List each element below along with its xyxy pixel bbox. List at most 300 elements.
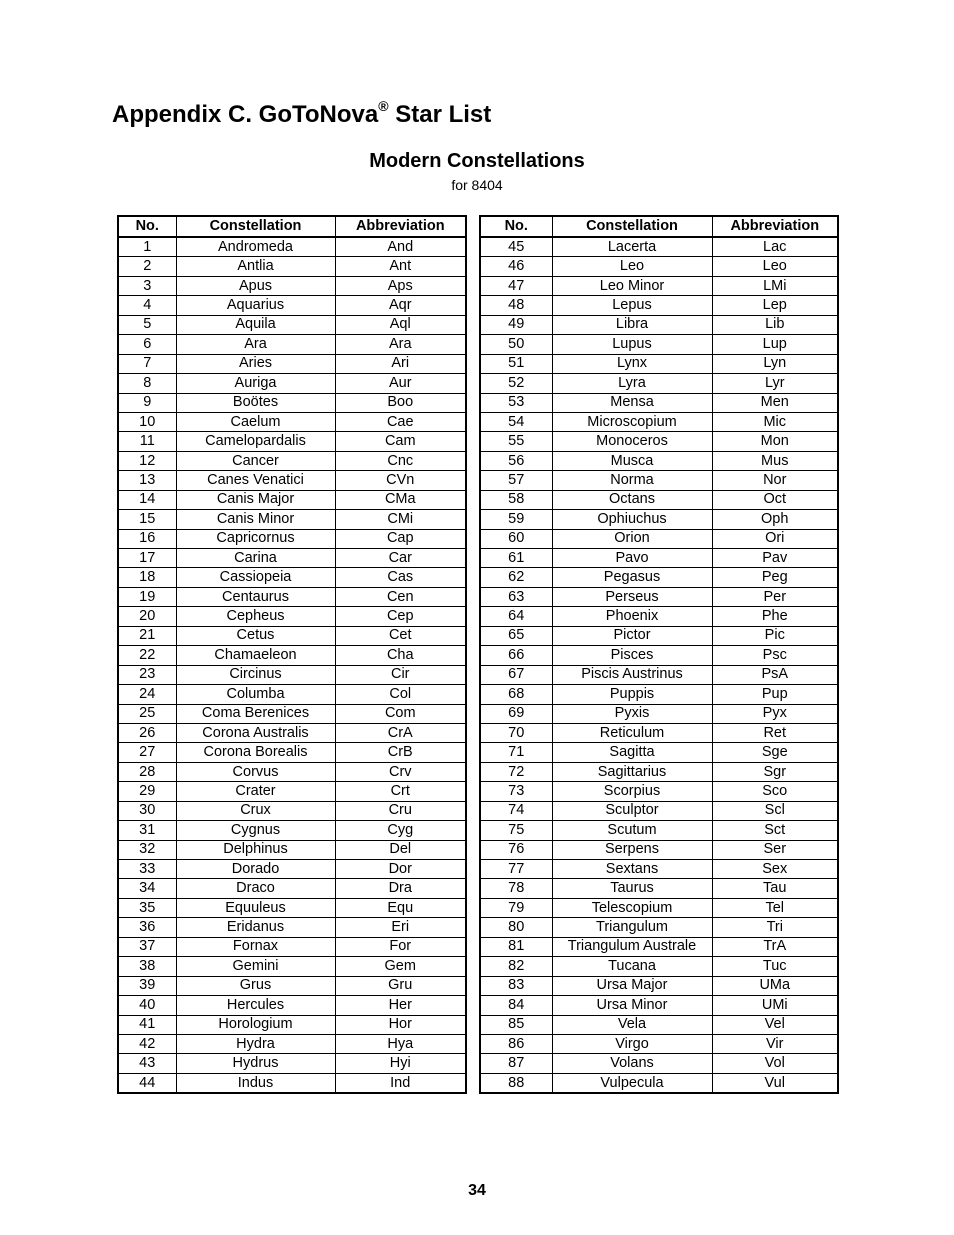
cell-number: 22 [118,646,176,665]
cell-abbreviation: Peg [712,568,838,587]
cell-abbreviation: LMi [712,276,838,295]
table-row [118,626,466,645]
table-row [118,1054,466,1073]
table-row [480,296,838,315]
cell-number: 6 [118,335,176,354]
cell-number: 32 [118,840,176,859]
cell-abbreviation: Mon [712,432,838,451]
table-row [118,257,466,276]
cell-abbreviation: Pup [712,685,838,704]
cell-abbreviation: Com [335,704,466,723]
cell-number: 4 [118,296,176,315]
table-row [118,1015,466,1034]
table-row [480,626,838,645]
cell-abbreviation: Crv [335,762,466,781]
table-row [480,801,838,820]
table-row [118,529,466,548]
table-row [480,1034,838,1053]
cell-number: 9 [118,393,176,412]
cell-constellation: Coma Berenices [176,704,335,723]
cell-abbreviation: Men [712,393,838,412]
table-row [480,743,838,762]
cell-abbreviation: Hor [335,1015,466,1034]
cell-number: 73 [480,782,552,801]
cell-abbreviation: CrA [335,723,466,742]
cell-constellation: Microscopium [552,412,712,431]
cell-abbreviation: Ari [335,354,466,373]
cell-abbreviation: Hya [335,1034,466,1053]
table-row [118,412,466,431]
cell-abbreviation: Cep [335,607,466,626]
cell-constellation: Scorpius [552,782,712,801]
table-row [480,879,838,898]
cell-number: 52 [480,374,552,393]
registered-mark: ® [378,98,389,114]
cell-abbreviation: And [335,237,466,257]
column-header-abbreviation: Abbreviation [335,216,466,237]
cell-abbreviation: Cnc [335,451,466,470]
cell-constellation: Sculptor [552,801,712,820]
cell-abbreviation: Hyi [335,1054,466,1073]
table-row [480,490,838,509]
cell-abbreviation: Aur [335,374,466,393]
cell-number: 41 [118,1015,176,1034]
cell-abbreviation: TrA [712,937,838,956]
table-row [118,723,466,742]
cell-constellation: Puppis [552,685,712,704]
cell-abbreviation: Aql [335,315,466,334]
table-row [118,801,466,820]
cell-constellation: Chamaeleon [176,646,335,665]
table-row [118,568,466,587]
cell-constellation: Cepheus [176,607,335,626]
cell-number: 24 [118,685,176,704]
cell-constellation: Vela [552,1015,712,1034]
table-row [480,860,838,879]
cell-number: 84 [480,996,552,1015]
cell-constellation: Eridanus [176,918,335,937]
cell-constellation: Musca [552,451,712,470]
table-row [480,762,838,781]
cell-number: 21 [118,626,176,645]
cell-constellation: Cancer [176,451,335,470]
cell-constellation: Lacerta [552,237,712,257]
table-row [118,587,466,606]
table-row [118,879,466,898]
cell-abbreviation: Sge [712,743,838,762]
cell-abbreviation: Cha [335,646,466,665]
table-row [118,685,466,704]
table-row [480,840,838,859]
cell-constellation: Cassiopeia [176,568,335,587]
cell-constellation: Cetus [176,626,335,645]
cell-constellation: Canis Major [176,490,335,509]
cell-abbreviation: Vel [712,1015,838,1034]
table-row [480,549,838,568]
table-row [480,723,838,742]
table-row [480,471,838,490]
cell-number: 79 [480,898,552,917]
cell-abbreviation: Gem [335,957,466,976]
cell-constellation: Triangulum [552,918,712,937]
cell-number: 20 [118,607,176,626]
cell-abbreviation: Cam [335,432,466,451]
cell-abbreviation: Lep [712,296,838,315]
cell-abbreviation: Pic [712,626,838,645]
cell-abbreviation: Ind [335,1073,466,1093]
cell-abbreviation: Sex [712,860,838,879]
cell-constellation: Ursa Minor [552,996,712,1015]
cell-abbreviation: CVn [335,471,466,490]
cell-number: 18 [118,568,176,587]
cell-constellation: Apus [176,276,335,295]
table-row [480,568,838,587]
table-row [118,490,466,509]
page-title-text: Appendix C. GoToNova [112,101,379,128]
cell-constellation: Hercules [176,996,335,1015]
cell-abbreviation: Lyr [712,374,838,393]
cell-number: 3 [118,276,176,295]
cell-abbreviation: Ori [712,529,838,548]
cell-constellation: Corvus [176,762,335,781]
cell-constellation: Sagittarius [552,762,712,781]
cell-constellation: Capricornus [176,529,335,548]
cell-abbreviation: Ser [712,840,838,859]
table-row [118,354,466,373]
cell-abbreviation: Leo [712,257,838,276]
cell-abbreviation: For [335,937,466,956]
table-row [118,374,466,393]
table-row [118,918,466,937]
table-row [480,374,838,393]
table-row [118,957,466,976]
cell-abbreviation: Lac [712,237,838,257]
cell-constellation: Ophiuchus [552,510,712,529]
cell-abbreviation: CrB [335,743,466,762]
cell-constellation: Circinus [176,665,335,684]
cell-number: 7 [118,354,176,373]
table-row [480,529,838,548]
cell-constellation: Leo [552,257,712,276]
cell-constellation: Monoceros [552,432,712,451]
cell-number: 25 [118,704,176,723]
table-row [118,549,466,568]
table-row [480,685,838,704]
cell-number: 70 [480,723,552,742]
cell-abbreviation: Cen [335,587,466,606]
cell-number: 48 [480,296,552,315]
cell-number: 82 [480,957,552,976]
cell-abbreviation: UMa [712,976,838,995]
cell-abbreviation: Vir [712,1034,838,1053]
cell-number: 71 [480,743,552,762]
table-row [480,257,838,276]
table-row [480,315,838,334]
cell-number: 75 [480,821,552,840]
cell-number: 62 [480,568,552,587]
cell-number: 28 [118,762,176,781]
cell-constellation: Aries [176,354,335,373]
cell-constellation: Libra [552,315,712,334]
cell-constellation: Ara [176,335,335,354]
cell-constellation: Columba [176,685,335,704]
cell-constellation: Caelum [176,412,335,431]
cell-abbreviation: Boo [335,393,466,412]
cell-abbreviation: Ant [335,257,466,276]
cell-abbreviation: Car [335,549,466,568]
cell-number: 1 [118,237,176,257]
cell-number: 78 [480,879,552,898]
cell-constellation: Serpens [552,840,712,859]
table-row [118,335,466,354]
cell-number: 36 [118,918,176,937]
cell-number: 83 [480,976,552,995]
cell-constellation: Equuleus [176,898,335,917]
cell-abbreviation: Dor [335,860,466,879]
section-subtitle: for 8404 [451,177,503,193]
cell-constellation: Corona Borealis [176,743,335,762]
table-row [480,957,838,976]
cell-constellation: Lepus [552,296,712,315]
cell-constellation: Norma [552,471,712,490]
cell-number: 50 [480,335,552,354]
cell-abbreviation: Lib [712,315,838,334]
cell-abbreviation: Tuc [712,957,838,976]
cell-number: 37 [118,937,176,956]
cell-constellation: Sextans [552,860,712,879]
cell-number: 57 [480,471,552,490]
cell-abbreviation: Vol [712,1054,838,1073]
cell-abbreviation: Aps [335,276,466,295]
cell-number: 85 [480,1015,552,1034]
cell-number: 55 [480,432,552,451]
table-row [118,704,466,723]
cell-abbreviation: Sct [712,821,838,840]
cell-abbreviation: Nor [712,471,838,490]
constellation-table-left [117,215,467,1094]
cell-abbreviation: Lyn [712,354,838,373]
cell-number: 58 [480,490,552,509]
cell-abbreviation: Lup [712,335,838,354]
cell-constellation: Sagitta [552,743,712,762]
table-row [480,335,838,354]
cell-number: 11 [118,432,176,451]
cell-constellation: Phoenix [552,607,712,626]
cell-abbreviation: Equ [335,898,466,917]
cell-constellation: Aquila [176,315,335,334]
cell-abbreviation: Vul [712,1073,838,1093]
table-row [118,432,466,451]
cell-number: 15 [118,510,176,529]
table-row [480,451,838,470]
cell-number: 8 [118,374,176,393]
constellation-table-right [479,215,839,1094]
cell-constellation: Draco [176,879,335,898]
table-row [118,1034,466,1053]
cell-number: 17 [118,549,176,568]
table-row [480,354,838,373]
table-row [480,237,838,257]
cell-constellation: Piscis Austrinus [552,665,712,684]
cell-abbreviation: Oph [712,510,838,529]
table-row [118,471,466,490]
cell-abbreviation: CMa [335,490,466,509]
cell-number: 63 [480,587,552,606]
cell-number: 12 [118,451,176,470]
table-row [480,996,838,1015]
cell-number: 64 [480,607,552,626]
cell-number: 43 [118,1054,176,1073]
cell-constellation: Triangulum Australe [552,937,712,956]
table-row [118,315,466,334]
cell-constellation: Antlia [176,257,335,276]
cell-constellation: Fornax [176,937,335,956]
section-title: Modern Constellations [369,150,585,172]
table-row [118,607,466,626]
cell-constellation: Auriga [176,374,335,393]
cell-number: 74 [480,801,552,820]
cell-abbreviation: Mic [712,412,838,431]
cell-constellation: Vulpecula [552,1073,712,1093]
cell-constellation: Aquarius [176,296,335,315]
cell-constellation: Perseus [552,587,712,606]
cell-number: 72 [480,762,552,781]
cell-abbreviation: Psc [712,646,838,665]
table-row [480,782,838,801]
table-row [480,821,838,840]
cell-number: 16 [118,529,176,548]
cell-abbreviation: Ret [712,723,838,742]
cell-abbreviation: Gru [335,976,466,995]
cell-abbreviation: Aqr [335,296,466,315]
cell-number: 39 [118,976,176,995]
cell-number: 26 [118,723,176,742]
cell-abbreviation: Ara [335,335,466,354]
cell-abbreviation: Oct [712,490,838,509]
cell-abbreviation: Tau [712,879,838,898]
cell-number: 60 [480,529,552,548]
cell-number: 40 [118,996,176,1015]
table-row [118,276,466,295]
table-row [118,646,466,665]
table-row [118,821,466,840]
cell-abbreviation: Cae [335,412,466,431]
cell-number: 44 [118,1073,176,1093]
cell-number: 53 [480,393,552,412]
cell-number: 35 [118,898,176,917]
cell-abbreviation: Pav [712,549,838,568]
cell-number: 49 [480,315,552,334]
cell-abbreviation: Her [335,996,466,1015]
table-body-right [480,237,838,1093]
cell-abbreviation: PsA [712,665,838,684]
cell-constellation: Boötes [176,393,335,412]
cell-abbreviation: Cet [335,626,466,645]
column-header-constellation: Constellation [552,216,712,237]
table-row [480,918,838,937]
cell-constellation: Scutum [552,821,712,840]
column-header-abbreviation: Abbreviation [712,216,838,237]
cell-abbreviation: Eri [335,918,466,937]
table-row [118,743,466,762]
table-row [480,1015,838,1034]
cell-number: 88 [480,1073,552,1093]
cell-constellation: Pegasus [552,568,712,587]
table-row [480,432,838,451]
cell-abbreviation: Per [712,587,838,606]
cell-constellation: Tucana [552,957,712,976]
table-row [480,607,838,626]
cell-number: 56 [480,451,552,470]
cell-number: 46 [480,257,552,276]
table-row [118,1073,466,1093]
cell-abbreviation: Sgr [712,762,838,781]
cell-abbreviation: Crt [335,782,466,801]
cell-constellation: Volans [552,1054,712,1073]
cell-constellation: Pisces [552,646,712,665]
table-row [480,587,838,606]
column-header-number: No. [480,216,552,237]
cell-constellation: Lyra [552,374,712,393]
table-row [118,782,466,801]
cell-number: 61 [480,549,552,568]
cell-abbreviation: Dra [335,879,466,898]
cell-number: 33 [118,860,176,879]
table-row [480,393,838,412]
table-row [118,296,466,315]
table-row [118,451,466,470]
cell-constellation: Lynx [552,354,712,373]
cell-constellation: Horologium [176,1015,335,1034]
cell-number: 86 [480,1034,552,1053]
cell-constellation: Mensa [552,393,712,412]
cell-number: 54 [480,412,552,431]
cell-number: 5 [118,315,176,334]
table-row [118,840,466,859]
page-number: 34 [468,1182,486,1199]
cell-constellation: Virgo [552,1034,712,1053]
cell-number: 51 [480,354,552,373]
cell-abbreviation: Pyx [712,704,838,723]
cell-abbreviation: Cru [335,801,466,820]
cell-abbreviation: Scl [712,801,838,820]
cell-number: 29 [118,782,176,801]
cell-abbreviation: Del [335,840,466,859]
page-title-suffix: Star List [388,101,492,128]
cell-constellation: Delphinus [176,840,335,859]
cell-constellation: Gemini [176,957,335,976]
cell-constellation: Canis Minor [176,510,335,529]
cell-abbreviation: Sco [712,782,838,801]
cell-number: 23 [118,665,176,684]
table-row [480,976,838,995]
column-header-number: No. [118,216,176,237]
cell-constellation: Andromeda [176,237,335,257]
cell-constellation: Hydra [176,1034,335,1053]
cell-constellation: Pyxis [552,704,712,723]
cell-constellation: Carina [176,549,335,568]
table-header-row [480,216,838,237]
page-title [112,98,491,129]
cell-constellation: Dorado [176,860,335,879]
table-header-row [118,216,466,237]
cell-number: 47 [480,276,552,295]
cell-number: 13 [118,471,176,490]
cell-abbreviation: UMi [712,996,838,1015]
table-row [480,898,838,917]
cell-abbreviation: Tri [712,918,838,937]
table-row [480,412,838,431]
